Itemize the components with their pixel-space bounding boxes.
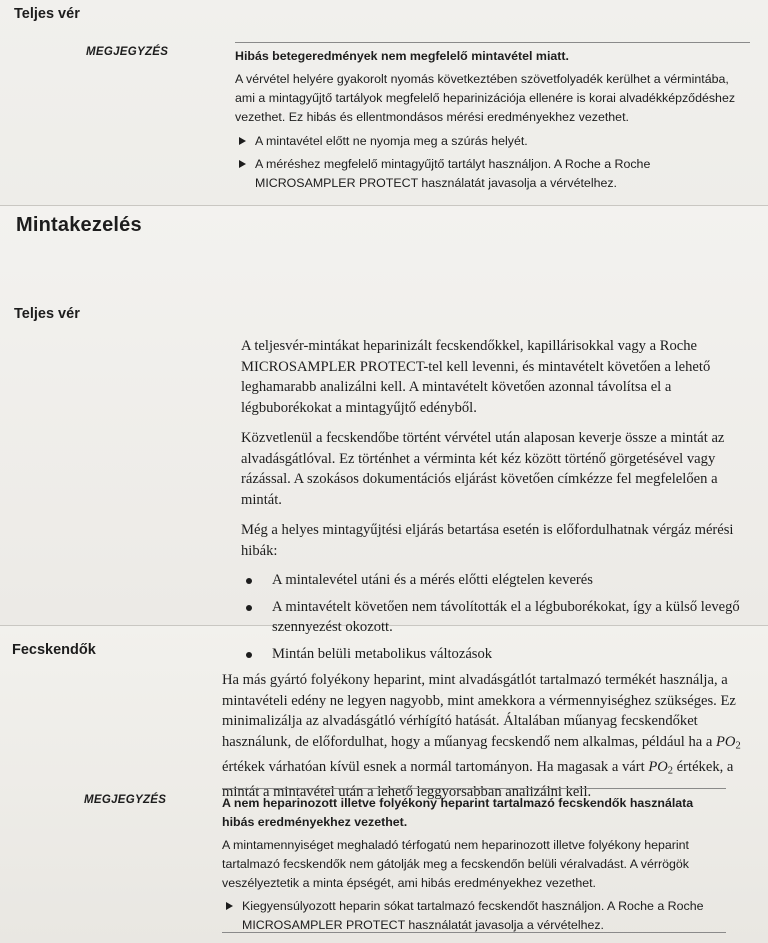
- section2-heading: Teljes vér: [14, 306, 80, 322]
- section2-body: [241, 336, 746, 664]
- paragraph: Közvetlenül a fecskendőbe történt vérvétel után alaposan keverje össze a mintát az alvadásgátlóval. Ez történhet a vérminta két kéz között történő görgetésével vagy rázással. A szokásos dokumentációs eljárást követően címkézze fel megfelelően a mintát.: [241, 430, 725, 508]
- list-item: A mintavételt követően nem távolították el a légbuborékokat, így a külső levegő szennyezést okozott.: [241, 597, 746, 638]
- note-title: A nem heparinozott illetve folyékony heparint tartalmazó fecskendők használata hibás eredményekhez vezethet.: [222, 796, 694, 829]
- note-body: A mintamennyiséget meghaladó térfogatú nem heparinozott illetve folyékony heparint tartalmazó fecskendők nem gátolják meg a fecskendőn belüli véralvadást. A vérrögök veszélyeztetik a minta épségét, ami hibás eredményekhez vezethet.: [222, 838, 689, 890]
- bullet-dot-icon: [246, 605, 252, 611]
- note-label: MEGJEGYZÉS: [86, 46, 169, 58]
- note-bullet: A mintavétel előtt ne nyomja meg a szúrás helyét.: [235, 132, 745, 151]
- note2-block: [222, 794, 727, 935]
- note-top-rule: [222, 788, 726, 789]
- paragraph: A teljesvér-mintákat heparinizált fecskendőkkel, kapillárisokkal vagy a Roche MICROSAMPLER PROTECT-tel kell levenni, és mintavételt követően a lehető leghamarabb analizálni kell. A mintavételt követően azonnal távolítsa el a légbuborékokat a mintagyűjtő edényből.: [241, 338, 711, 416]
- bullet-dot-icon: [246, 578, 252, 584]
- section3-paragraph: Ha más gyártó folyékony heparint, mint alvadásgátlót tartalmazó termékét használja, a mintavételi edény ne legyen nagyobb, mint amekkora a vérmennyiséghez szükséges. Ez minimalizálja az alvadásgátló vérhígító hatását. Általában műanyag fecskendőket használunk, de előfordulhat, hogy a műanyag fecskendő nem alkalmas, például ha a $PO_2$ értékek várhatóan kívül esnek a normál tartományon. Ha magasak a várt $PO_2$ értékek, a mintát a mintavétel után a lehető leggyorsabban analizálni kell.: [222, 672, 741, 800]
- note-bottom-rule: [222, 932, 726, 933]
- list-item: A mintalevétel utáni és a mérés előtti elégtelen keverés: [241, 570, 746, 591]
- arrow-bullet-icon: [226, 902, 233, 910]
- paragraph: Még a helyes mintagyűjtési eljárás betartása esetén is előfordulhatnak vérgáz mérési hibák:: [241, 522, 734, 559]
- note-top-rule: [235, 42, 750, 43]
- list-item: Mintán belüli metabolikus változások: [241, 644, 746, 665]
- bullet-dot-icon: [246, 652, 252, 658]
- note-body: A vérvétel helyére gyakorolt nyomás következtében szövetfolyadék kerülhet a vérmintába, ami a mintagyűjtő tartályok megfelelő heparinizációja ellenére is korai alvadékképződéshez vezethet. Ez hibás és ellentmondásos mérési eredményekhez vezethet.: [235, 72, 736, 124]
- section1-heading: Teljes vér: [14, 6, 80, 22]
- note-bullet: A méréshez megfelelő mintagyűjtő tartályt használjon. A Roche a Roche MICROSAMPLER PROTECT használatát javasolja a vérvételhez.: [235, 155, 745, 193]
- arrow-bullet-icon: [239, 137, 246, 145]
- arrow-bullet-icon: [239, 160, 246, 168]
- note-label: MEGJEGYZÉS: [84, 794, 167, 806]
- note1-block: [235, 47, 745, 193]
- note-title: Hibás betegeredmények nem megfelelő mintavétel miatt.: [235, 49, 569, 63]
- section3-heading: Fecskendők: [12, 642, 96, 658]
- fragment-divider: [0, 205, 768, 206]
- section2-title: Mintakezelés: [16, 214, 142, 236]
- note-bullet: Kiegyensúlyozott heparin sókat tartalmazó fecskendőt használjon. A Roche a Roche MICROSAMPLER PROTECT használatát javasolja a vérvételhez.: [222, 897, 727, 935]
